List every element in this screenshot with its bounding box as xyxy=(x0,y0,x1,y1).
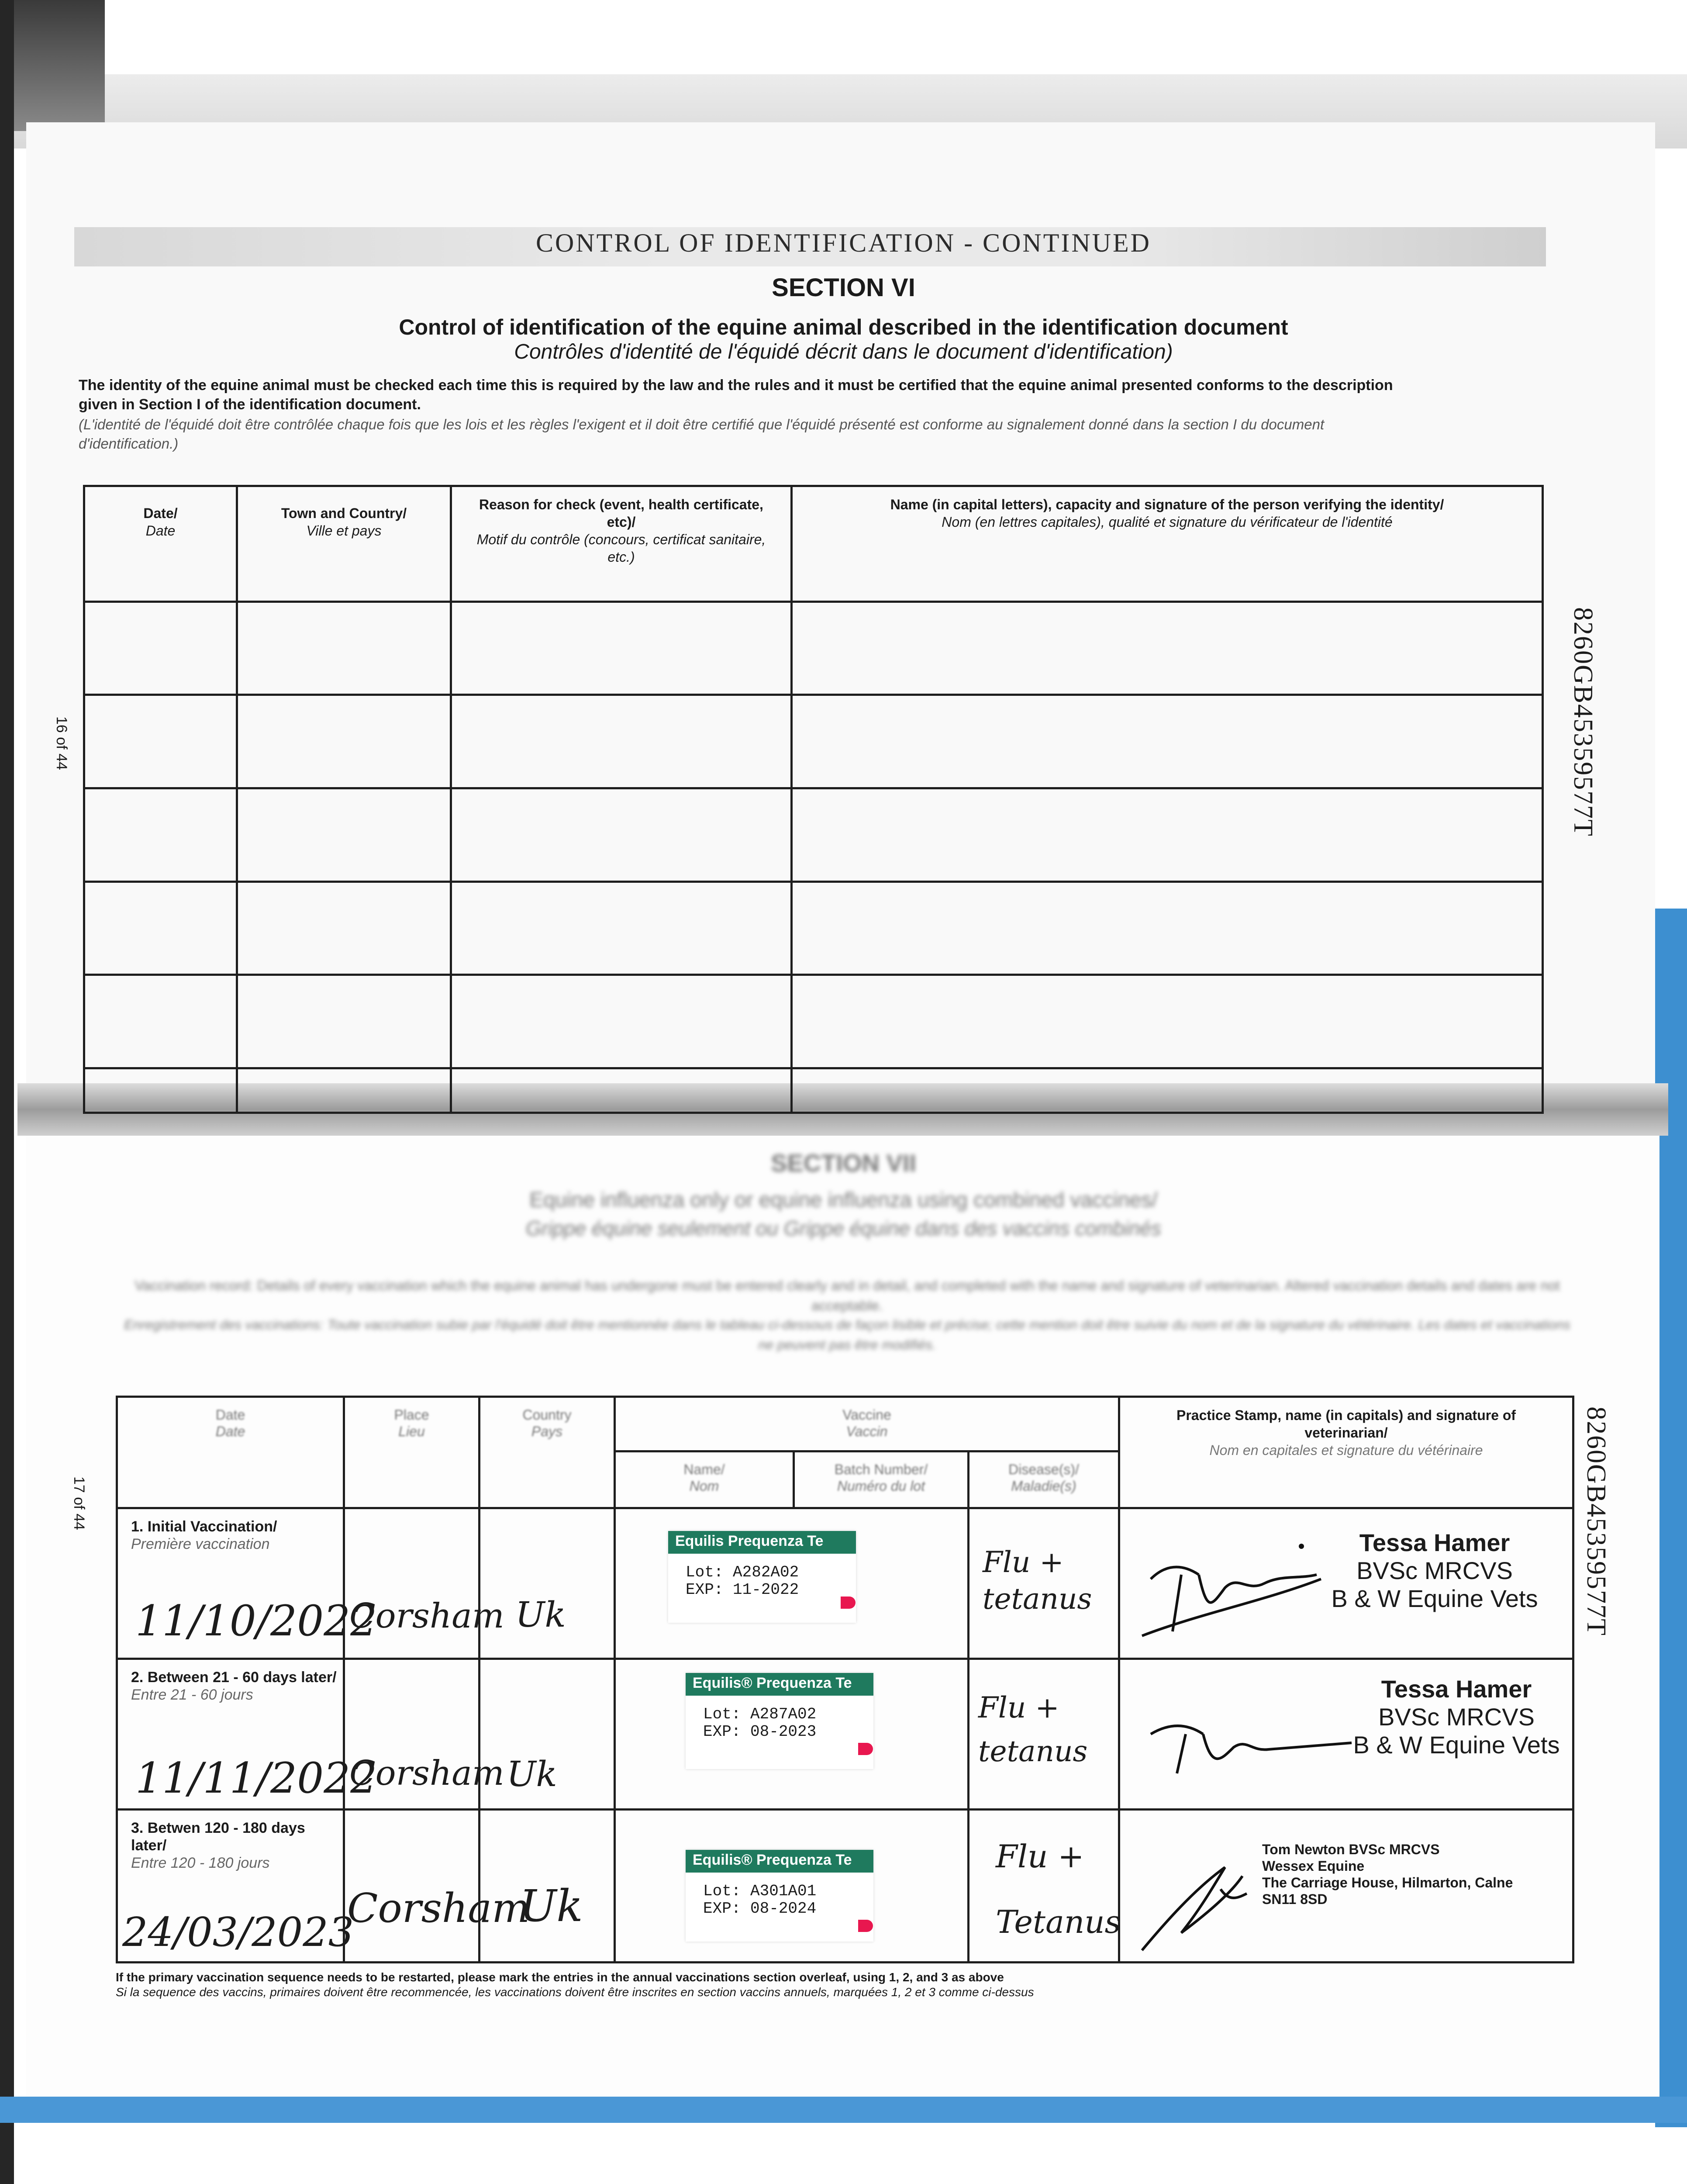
vaccination-row-2 xyxy=(117,1659,1573,1810)
header-verifier xyxy=(792,486,1543,602)
cell xyxy=(451,975,792,1068)
cell-date xyxy=(117,1508,377,1659)
vaccination-date: 11/10/2022 xyxy=(135,1597,377,1645)
cell xyxy=(792,788,1543,882)
header-name-fr: Nom xyxy=(689,1478,719,1494)
vaccination-disease: Flu + tetanus xyxy=(983,1545,1092,1616)
cell-vet xyxy=(1119,1508,1573,1659)
vaccination-country: Uk xyxy=(520,1880,583,1932)
vaccination-header-row xyxy=(117,1397,1573,1451)
header-town xyxy=(237,486,451,602)
label-tab xyxy=(858,1743,873,1755)
vaccination-date: 24/03/2023 xyxy=(122,1909,354,1956)
row-label-en: 2. Between 21 - 60 days later/ xyxy=(131,1669,337,1686)
cell xyxy=(237,881,451,975)
cell-place xyxy=(344,1810,530,1963)
vaccination-disease: Flu + Tetanus xyxy=(996,1838,1121,1940)
vaccination-place: Corsham xyxy=(349,1754,504,1793)
row-label-fr: Entre 21 - 60 jours xyxy=(131,1686,253,1703)
section-title: SECTION VI xyxy=(772,273,915,302)
cell-vet xyxy=(1119,1659,1573,1810)
row-label-fr: Première vaccination xyxy=(131,1536,270,1552)
cell xyxy=(451,601,792,695)
batch-expiry: EXP: 08-2024 xyxy=(703,1900,817,1918)
header-town-en: Town and Country/ xyxy=(281,505,407,521)
cell xyxy=(237,975,451,1068)
cell-country xyxy=(480,1659,615,1810)
cell-vaccine xyxy=(615,1659,969,1810)
vet-line4: SN11 8SD xyxy=(1262,1891,1328,1907)
vaccination-place: Corsham xyxy=(349,1597,504,1636)
header-place xyxy=(344,1397,480,1508)
instruction-fr-line1: (L'identité de l'équidé doit être contrôlée chaque fois que les lois et les règles l'exigent et il doit être certifié que l'équidé présenté est conforme au signalement donné dans la section I du document xyxy=(79,416,1325,432)
batch-expiry: EXP: 08-2023 xyxy=(703,1723,817,1741)
vaccination-table xyxy=(116,1396,1574,1963)
header-reason-en: Reason for check (event, health certificate, etc)/ xyxy=(479,497,763,530)
label-tab xyxy=(858,1920,873,1932)
header-batch xyxy=(794,1451,969,1508)
table-header-row xyxy=(84,486,1543,602)
cell xyxy=(792,975,1543,1068)
header-disease-fr: Maladie(s) xyxy=(1011,1478,1076,1494)
cell xyxy=(237,695,451,788)
vet-line1: Tom Newton BVSc MRCVS xyxy=(1262,1842,1440,1857)
header-batch-en: Batch Number/ xyxy=(834,1462,928,1477)
vaccination-country: Uk xyxy=(515,1594,566,1635)
cell-place xyxy=(344,1659,504,1810)
vaccination-place: Corsham xyxy=(347,1885,530,1932)
vaccine-label-sticker xyxy=(686,1850,873,1942)
header-name-en: Name/ xyxy=(683,1462,725,1477)
cell xyxy=(792,881,1543,975)
vet-practice: B & W Equine Vets xyxy=(1353,1731,1560,1759)
cell xyxy=(84,695,237,788)
row-label-en: 1. Initial Vaccination/ xyxy=(131,1518,277,1535)
header-country-en: Country xyxy=(522,1407,572,1423)
footnote-en: If the primary vaccination sequence needs to be restarted, please mark the entries in the annual vaccinations section overleaf, using 1, 2, and 3 as above xyxy=(116,1970,1004,1984)
table-row xyxy=(84,1068,1543,1113)
table-row xyxy=(84,881,1543,975)
cell xyxy=(792,695,1543,788)
header-reason-fr: Motif du contrôle (concours, certificat sanitaire, etc.) xyxy=(476,532,766,565)
header-country xyxy=(480,1397,615,1508)
batch-lot: Lot: A287A02 xyxy=(703,1705,817,1723)
vaccination-row-1 xyxy=(117,1508,1573,1659)
header-town-fr: Ville et pays xyxy=(306,523,382,539)
vaccination-disease: Flu + tetanus xyxy=(978,1691,1088,1768)
table-row xyxy=(84,975,1543,1068)
cell xyxy=(792,1068,1543,1113)
vaccination-row-3 xyxy=(117,1810,1573,1963)
vaccine-brand: Equilis Prequenza Te xyxy=(668,1531,856,1554)
cell xyxy=(451,1068,792,1113)
table-row xyxy=(84,601,1543,695)
cell-country xyxy=(480,1810,615,1963)
passport-number-top: 8260GB45359577T xyxy=(1568,607,1598,837)
header-date xyxy=(84,486,237,602)
vet-signature-icon xyxy=(1138,1708,1356,1787)
row-label xyxy=(118,1660,343,1704)
cell-country xyxy=(480,1508,615,1659)
instruction-en-line2: given in Section I of the identification document. xyxy=(79,396,421,413)
vaccine-brand: Equilis® Prequenza Te xyxy=(686,1673,873,1696)
page-number-16: 16 of 44 xyxy=(53,716,70,770)
header-place-fr: Lieu xyxy=(398,1424,425,1439)
identity-check-table xyxy=(83,485,1544,1114)
header-country-fr: Pays xyxy=(531,1424,563,1439)
vet-signature-icon xyxy=(1133,1527,1330,1649)
cell xyxy=(237,601,451,695)
header-date-fr: Date xyxy=(215,1424,245,1439)
instruction-en-line1: The identity of the equine animal must be checked each time this is required by the law and the rules and it must be certified that the equine animal presented conforms to the description xyxy=(79,377,1393,394)
header-date-fr: Date xyxy=(145,523,176,539)
vet-stamp xyxy=(1304,1529,1566,1613)
cell xyxy=(84,881,237,975)
header-reason xyxy=(451,486,792,602)
header-vaccine-fr: Vaccin xyxy=(846,1424,888,1439)
passport-cover-bottom xyxy=(0,2097,1687,2123)
row-label-en: 3. Betwen 120 - 180 days later/ xyxy=(131,1820,305,1854)
section-vii-instruction-fr: Enregistrement des vaccinations: Toute vaccination subie par l'équidé doit être mentionnée dans le tableau ci-dessous de façon lisible et précise; cette mention doit être suivie du nom et de la signature du vétérinaire. Les dates et vaccinations ne peuvent pas être modifiés. xyxy=(124,1317,1570,1352)
section-vii-heading-fr: Grippe équine seulement ou Grippe équine dans des vaccins combinés xyxy=(526,1217,1161,1240)
vet-signature-icon xyxy=(1129,1837,1260,1959)
vet-stamp xyxy=(1262,1841,1568,1908)
vet-qualification: BVSc MRCVS xyxy=(1356,1557,1513,1584)
page-number-17: 17 of 44 xyxy=(71,1476,87,1530)
cell xyxy=(451,788,792,882)
vet-qualification: BVSc MRCVS xyxy=(1378,1703,1535,1731)
cell-disease xyxy=(969,1659,1119,1810)
header-date xyxy=(117,1397,344,1508)
cell-vet xyxy=(1119,1810,1573,1963)
vaccine-brand: Equilis® Prequenza Te xyxy=(686,1850,873,1873)
label-tab xyxy=(841,1597,856,1609)
vet-name: Tessa Hamer xyxy=(1381,1675,1532,1703)
scanner-edge xyxy=(0,0,105,131)
cell-date xyxy=(117,1810,354,1963)
cell xyxy=(237,788,451,882)
row-label xyxy=(118,1509,343,1553)
cell xyxy=(84,601,237,695)
header-stamp-fr: Nom en capitales et signature du vétérinaire xyxy=(1209,1442,1483,1458)
cell xyxy=(84,1068,237,1113)
header-stamp xyxy=(1119,1397,1573,1508)
header-disease-en: Disease(s)/ xyxy=(1008,1462,1079,1477)
cell xyxy=(237,1068,451,1113)
header-verifier-en: Name (in capital letters), capacity and signature of the person verifying the identity/ xyxy=(890,497,1444,512)
vaccine-label-sticker xyxy=(668,1531,856,1623)
cell-disease xyxy=(969,1508,1119,1659)
vet-line2: Wessex Equine xyxy=(1262,1858,1365,1874)
header-name xyxy=(615,1451,794,1508)
cell xyxy=(792,601,1543,695)
vet-stamp xyxy=(1325,1675,1587,1759)
section-vii-heading-en: Equine influenza only or equine influenza using combined vaccines/ xyxy=(529,1189,1158,1212)
cell-vaccine xyxy=(615,1508,969,1659)
vaccine-label-sticker xyxy=(686,1673,873,1769)
footnote xyxy=(116,1970,1034,2000)
header-date-en: Date/ xyxy=(143,505,178,521)
cell-date xyxy=(117,1659,377,1810)
row-label-fr: Entre 120 - 180 jours xyxy=(131,1855,270,1871)
section-vii-instruction-en: Vaccination record: Details of every vaccination which the equine animal has undergone must be entered clearly and in detail, and completed with the name and signature of veterinarian. Altered vaccination details and dates are not acceptable. xyxy=(135,1278,1560,1313)
header-date-en: Date xyxy=(215,1407,245,1423)
section-heading-en: Control of identification of the equine animal described in the identification document xyxy=(399,315,1288,339)
footnote-fr: Si la sequence des vaccins, primaires doivent être recommencée, les vaccinations doivent être inscrites en section vaccins annuels, marquées 1, 2 et 3 comme ci-dessus xyxy=(116,1985,1034,1999)
vaccination-date: 11/11/2022 xyxy=(135,1754,377,1803)
cell-place xyxy=(344,1508,504,1659)
instruction-fr xyxy=(79,415,1528,453)
instruction-fr-line2: d'identification.) xyxy=(79,435,179,452)
header-batch-fr: Numéro du lot xyxy=(837,1478,925,1494)
header-stamp-en: Practice Stamp, name (in capitals) and signature of veterinarian/ xyxy=(1176,1407,1516,1441)
vet-line3: The Carriage House, Hilmarton, Calne xyxy=(1262,1875,1513,1890)
banner-title: CONTROL OF IDENTIFICATION - CONTINUED xyxy=(536,228,1151,257)
passport-number-bottom: 8260GB45359577T xyxy=(1581,1406,1611,1636)
table-row xyxy=(84,695,1543,788)
section-title-vii: SECTION VII xyxy=(771,1149,916,1177)
cell xyxy=(84,975,237,1068)
header-vaccine-en: Vaccine xyxy=(842,1407,891,1423)
header-disease xyxy=(969,1451,1119,1508)
header-verifier-fr: Nom (en lettres capitales), qualité et signature du vérificateur de l'identité xyxy=(942,514,1393,530)
section-heading-fr: Contrôles d'identité de l'équidé décrit dans le document d'identification) xyxy=(514,340,1173,363)
cell-vaccine xyxy=(615,1810,969,1963)
cell xyxy=(84,788,237,882)
vaccination-country: Uk xyxy=(507,1754,557,1794)
batch-lot: Lot: A282A02 xyxy=(686,1563,799,1581)
cell xyxy=(451,695,792,788)
header-vaccine xyxy=(615,1397,1119,1451)
vet-practice: B & W Equine Vets xyxy=(1331,1585,1538,1612)
batch-lot: Lot: A301A01 xyxy=(703,1882,817,1900)
table-row xyxy=(84,788,1543,882)
cell-disease xyxy=(969,1810,1119,1963)
instruction-en xyxy=(79,376,1528,414)
batch-expiry: EXP: 11-2022 xyxy=(686,1581,799,1599)
row-label xyxy=(118,1811,343,1872)
header-place-en: Place xyxy=(394,1407,429,1423)
vet-name: Tessa Hamer xyxy=(1359,1529,1510,1556)
cell xyxy=(451,881,792,975)
